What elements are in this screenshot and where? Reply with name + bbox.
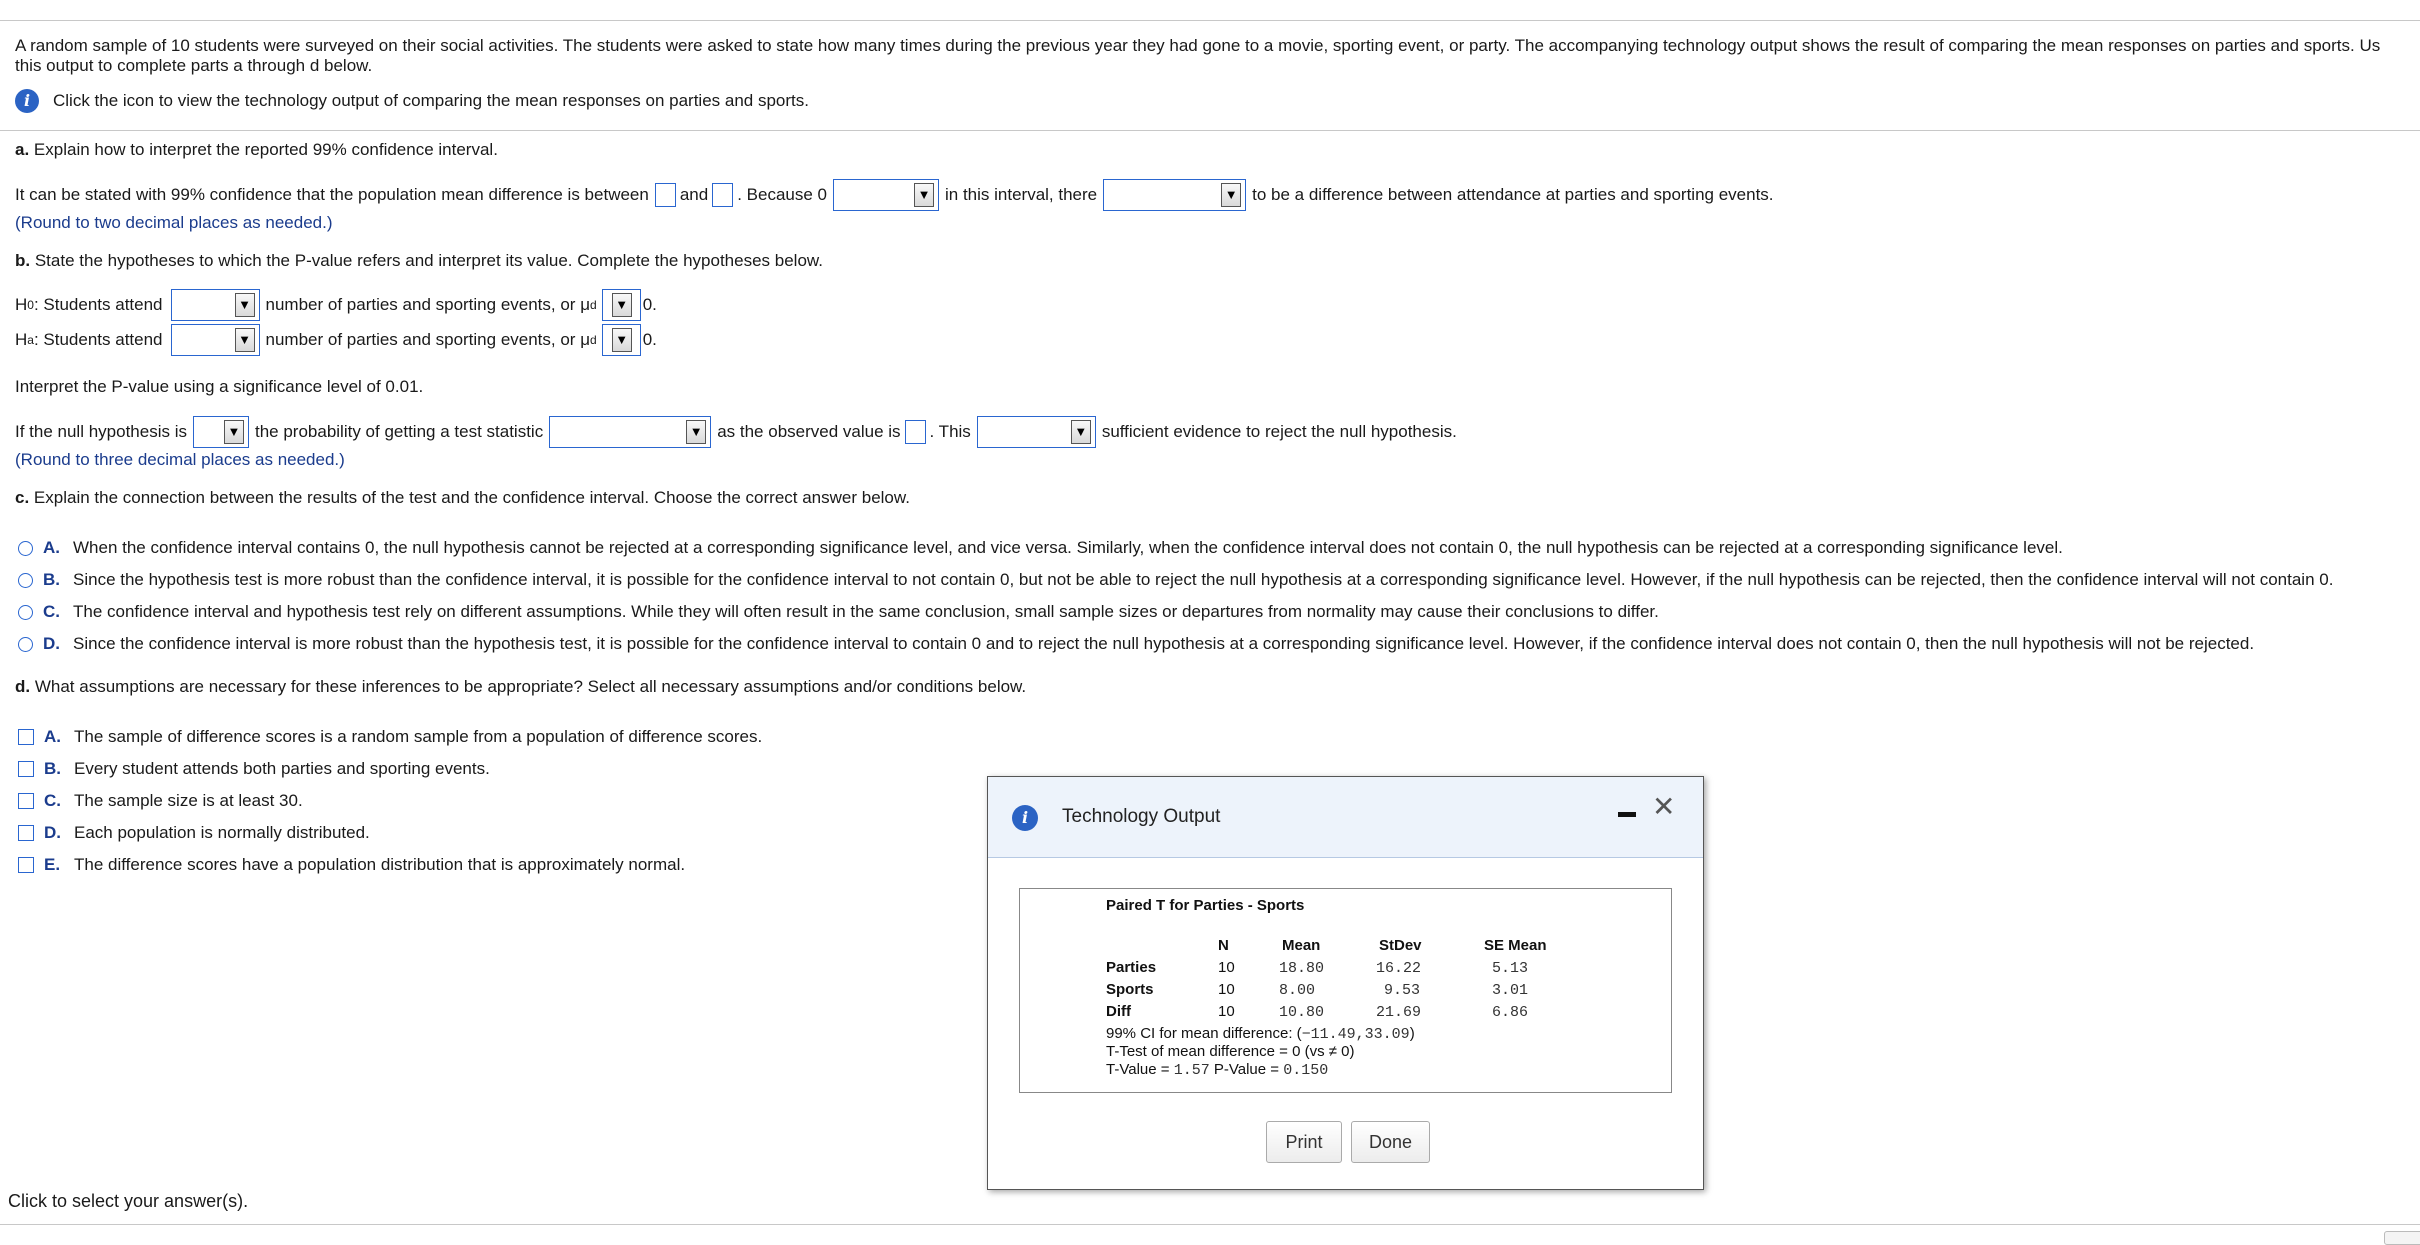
- row-label-diff: Diff: [1106, 1003, 1131, 1020]
- option-text[interactable]: Since the hypothesis test is more robust than the confidence interval, it is possible for the confidence interval to not contain 0, but not be able to reject the null hypothesis at a corresponding significance level. However, if the null hypothesis can be rejected, then the confidence interval will not contain 0.: [73, 570, 2334, 589]
- col-header-stdev: StDev: [1379, 937, 1422, 954]
- ha-label: H: [15, 330, 28, 349]
- pvalue-text-5: sufficient evidence to reject the null hypothesis.: [1101, 422, 1457, 441]
- option-letter: D.: [43, 634, 60, 653]
- ci-label: 99% CI for mean difference: (: [1106, 1025, 1302, 1042]
- ha-mu-subscript: d: [590, 333, 597, 347]
- diff-n: 10: [1218, 1003, 1235, 1020]
- option-text[interactable]: Every student attends both parties and sporting events.: [74, 759, 490, 778]
- col-header-se-mean: SE Mean: [1484, 937, 1547, 954]
- tvalue-label: T-Value =: [1106, 1061, 1174, 1078]
- option-text[interactable]: Since the confidence interval is more robust than the hypothesis test, it is possible for the confidence interval to contain 0 and to reject the null hypothesis at a corresponding significance level. However, if the confidence interval does not contain 0, then the null hypothesis will not be rejected.: [73, 634, 2255, 653]
- option-text[interactable]: The sample size is at least 30.: [74, 791, 303, 810]
- top-divider: [0, 20, 2420, 21]
- part-a-text-1: It can be stated with 99% confidence that the population mean difference is between: [15, 185, 649, 204]
- chevron-down-icon: ▼: [914, 183, 934, 207]
- ci-close: ): [1409, 1025, 1415, 1042]
- tech-output-link[interactable]: [15, 89, 809, 113]
- option-letter: C.: [44, 791, 61, 810]
- parties-se: 5.13: [1492, 960, 1529, 977]
- h0-number-text: number of parties and sporting events, or μ: [265, 295, 590, 314]
- pvalue: 0.150: [1283, 1062, 1329, 1079]
- h0-mu-subscript: d: [590, 298, 597, 312]
- col-header-mean: Mean: [1282, 937, 1321, 954]
- part-a-text-2: and: [679, 185, 709, 204]
- sports-n: 10: [1218, 981, 1235, 998]
- ci-lower-input[interactable]: [655, 183, 676, 207]
- part-a-heading-text: Explain how to interpret the reported 99% confidence interval.: [33, 140, 498, 159]
- ci-line: [1106, 1025, 1415, 1043]
- chevron-down-icon: ▼: [224, 420, 244, 444]
- ci-value: −11.49,33.09: [1301, 1026, 1410, 1043]
- pvalue-sentence: [15, 416, 1457, 448]
- ha-operator-dropdown[interactable]: [602, 324, 641, 356]
- ha-comparison-dropdown[interactable]: [171, 324, 260, 356]
- h0-zero: 0.: [642, 295, 657, 314]
- option-letter: E.: [44, 855, 61, 874]
- part-d-option-e[interactable]: [18, 855, 685, 875]
- part-d-option-a[interactable]: [18, 727, 762, 747]
- null-hypothesis-row: [15, 289, 657, 321]
- part-d-option-d[interactable]: [18, 823, 370, 843]
- part-b-heading: [15, 251, 823, 271]
- zero-in-interval-dropdown[interactable]: [833, 179, 939, 211]
- evidence-dropdown[interactable]: [977, 416, 1096, 448]
- part-a-text-5: to be a difference between attendance at parties and sporting events.: [1252, 185, 1774, 204]
- row-label-sports: Sports: [1106, 981, 1154, 998]
- table-title: Paired T for Parties - Sports: [1106, 897, 1305, 914]
- pvalue-text-2: the probability of getting a test statistic: [254, 422, 544, 441]
- intro-line-1: A random sample of 10 students were surveyed on their social activities. The students were asked to state how many times during the previous year they had gone to a movie, sporting event, or party. The accompanying technology output shows the result of comparing the mean responses on parties and sports. Us: [15, 36, 2381, 55]
- ha-number-text: number of parties and sporting events, or μ: [265, 330, 590, 349]
- option-text[interactable]: The difference scores have a population distribution that is approximately normal.: [74, 855, 686, 874]
- dialog-title: Technology Output: [1062, 806, 1221, 827]
- part-d-heading-text: What assumptions are necessary for these inferences to be appropriate? Select all necessary assumptions and/or conditions below.: [34, 677, 1027, 696]
- option-letter: B.: [44, 759, 61, 778]
- tvalue-line: [1106, 1061, 1328, 1079]
- tvalue: 1.57: [1173, 1062, 1210, 1079]
- part-a-heading: [15, 140, 498, 160]
- ha-subscript: a: [27, 333, 34, 347]
- parties-mean: 18.80: [1279, 960, 1325, 977]
- info-icon: i: [1012, 805, 1038, 831]
- part-a-letter: a.: [15, 140, 30, 159]
- option-letter: A.: [44, 727, 61, 746]
- diff-stdev: 21.69: [1376, 1004, 1422, 1021]
- part-d-option-c[interactable]: [18, 791, 303, 811]
- chevron-down-icon: ▼: [235, 328, 255, 352]
- dialog-header: [988, 777, 1703, 858]
- option-text[interactable]: The sample of difference scores is a random sample from a population of difference scores.: [74, 727, 763, 746]
- checkbox[interactable]: [18, 857, 34, 873]
- h0-comparison-dropdown[interactable]: [171, 289, 260, 321]
- ha-students-attend: : Students attend: [33, 330, 163, 349]
- part-c-heading-text: Explain the connection between the results of the test and the confidence interval. Choose the correct answer below.: [33, 488, 910, 507]
- close-icon[interactable]: ✕: [1652, 790, 1676, 823]
- chevron-down-icon: ▼: [612, 293, 632, 317]
- part-c-option-d[interactable]: [18, 634, 2254, 654]
- parties-stdev: 16.22: [1376, 960, 1422, 977]
- part-b-letter: b.: [15, 251, 31, 270]
- sports-stdev: 9.53: [1384, 982, 1421, 999]
- part-a-sentence: [15, 179, 1774, 211]
- done-button[interactable]: Done: [1351, 1121, 1430, 1163]
- option-letter: C.: [43, 602, 60, 621]
- test-statistic-dropdown[interactable]: [549, 416, 711, 448]
- interpret-pvalue-text: Interpret the P-value using a significance level of 0.01.: [15, 377, 424, 396]
- chevron-down-icon: ▼: [1071, 420, 1091, 444]
- chevron-down-icon: ▼: [235, 293, 255, 317]
- ha-zero: 0.: [642, 330, 657, 349]
- sports-mean: 8.00: [1279, 982, 1316, 999]
- bottom-divider: [0, 1224, 2420, 1225]
- difference-conclusion-dropdown[interactable]: [1103, 179, 1246, 211]
- sports-se: 3.01: [1492, 982, 1529, 999]
- tech-output-link-text[interactable]: Click the icon to view the technology output of comparing the mean responses on parties and sports.: [53, 91, 809, 110]
- part-c-letter: c.: [15, 488, 30, 507]
- pvalue-text-1: If the null hypothesis is: [15, 422, 187, 441]
- chevron-down-icon: ▼: [1221, 183, 1241, 207]
- col-header-n: N: [1218, 937, 1229, 954]
- paired-t-output: [1019, 888, 1672, 1093]
- option-text[interactable]: The confidence interval and hypothesis test rely on different assumptions. While they will often result in the same conclusion, small sample sizes or departures from normality may cause their conclusions to differ.: [73, 602, 1659, 621]
- chevron-down-icon: ▼: [686, 420, 706, 444]
- pvalue-text-3: as the observed value is: [717, 422, 901, 441]
- part-c-heading: [15, 488, 910, 508]
- part-c-option-b[interactable]: [18, 570, 2333, 590]
- option-letter: A.: [43, 538, 60, 557]
- option-text[interactable]: Each population is normally distributed.: [74, 823, 370, 842]
- checkbox[interactable]: [18, 729, 34, 745]
- h0-students-attend: : Students attend: [33, 295, 163, 314]
- radio-button[interactable]: [18, 605, 33, 620]
- footer-hint: Click to select your answer(s).: [8, 1191, 249, 1211]
- part-d-option-b[interactable]: [18, 759, 490, 779]
- pvalue-input[interactable]: [905, 420, 926, 444]
- part-a-round-note: (Round to two decimal places as needed.): [15, 213, 333, 232]
- part-b-heading-text: State the hypotheses to which the P-value refers and interpret its value. Complete the hypotheses below.: [34, 251, 823, 270]
- diff-se: 6.86: [1492, 1004, 1529, 1021]
- ttest-line: T-Test of mean difference = 0 (vs ≠ 0): [1106, 1043, 1355, 1060]
- parties-n: 10: [1218, 959, 1235, 976]
- part-c-option-c[interactable]: [18, 602, 1659, 622]
- option-letter: D.: [44, 823, 61, 842]
- part-d-letter: d.: [15, 677, 31, 696]
- checkbox[interactable]: [18, 793, 34, 809]
- checkbox[interactable]: [18, 825, 34, 841]
- null-true-dropdown[interactable]: [193, 416, 249, 448]
- pvalue-label: P-Value =: [1209, 1061, 1284, 1078]
- part-a-text-3: . Because 0: [737, 185, 827, 204]
- part-b-round-note: (Round to three decimal places as needed.): [15, 450, 345, 469]
- tech-output-dialog: [987, 776, 1704, 1190]
- row-label-parties: Parties: [1106, 959, 1157, 976]
- problem-intro: [15, 36, 2380, 76]
- part-c-option-a[interactable]: [18, 538, 2063, 558]
- radio-button[interactable]: [18, 573, 33, 588]
- diff-mean: 10.80: [1279, 1004, 1325, 1021]
- intro-divider: [0, 130, 2420, 131]
- alt-hypothesis-row: [15, 324, 657, 356]
- checkbox[interactable]: [18, 761, 34, 777]
- h0-operator-dropdown[interactable]: [602, 289, 641, 321]
- next-button-edge[interactable]: [2384, 1231, 2420, 1245]
- pvalue-text-4: . This: [929, 422, 971, 441]
- radio-button[interactable]: [18, 637, 33, 652]
- h0-label: H: [15, 295, 28, 314]
- part-d-heading: [15, 677, 1026, 697]
- chevron-down-icon: ▼: [612, 328, 632, 352]
- info-icon[interactable]: i: [15, 89, 39, 113]
- minimize-icon[interactable]: [1618, 812, 1636, 817]
- ci-upper-input[interactable]: [712, 183, 733, 207]
- intro-line-2: this output to complete parts a through d below.: [15, 56, 373, 75]
- part-a-text-4: in this interval, there: [945, 185, 1098, 204]
- h0-subscript: 0: [27, 298, 34, 312]
- print-button[interactable]: Print: [1266, 1121, 1342, 1163]
- option-text[interactable]: When the confidence interval contains 0, the null hypothesis cannot be rejected at a corresponding significance level, and vice versa. Similarly, when the confidence interval does not contain 0, the null hypothesis can be rejected at a corresponding significance level.: [73, 538, 2063, 557]
- radio-button[interactable]: [18, 541, 33, 556]
- option-letter: B.: [43, 570, 60, 589]
